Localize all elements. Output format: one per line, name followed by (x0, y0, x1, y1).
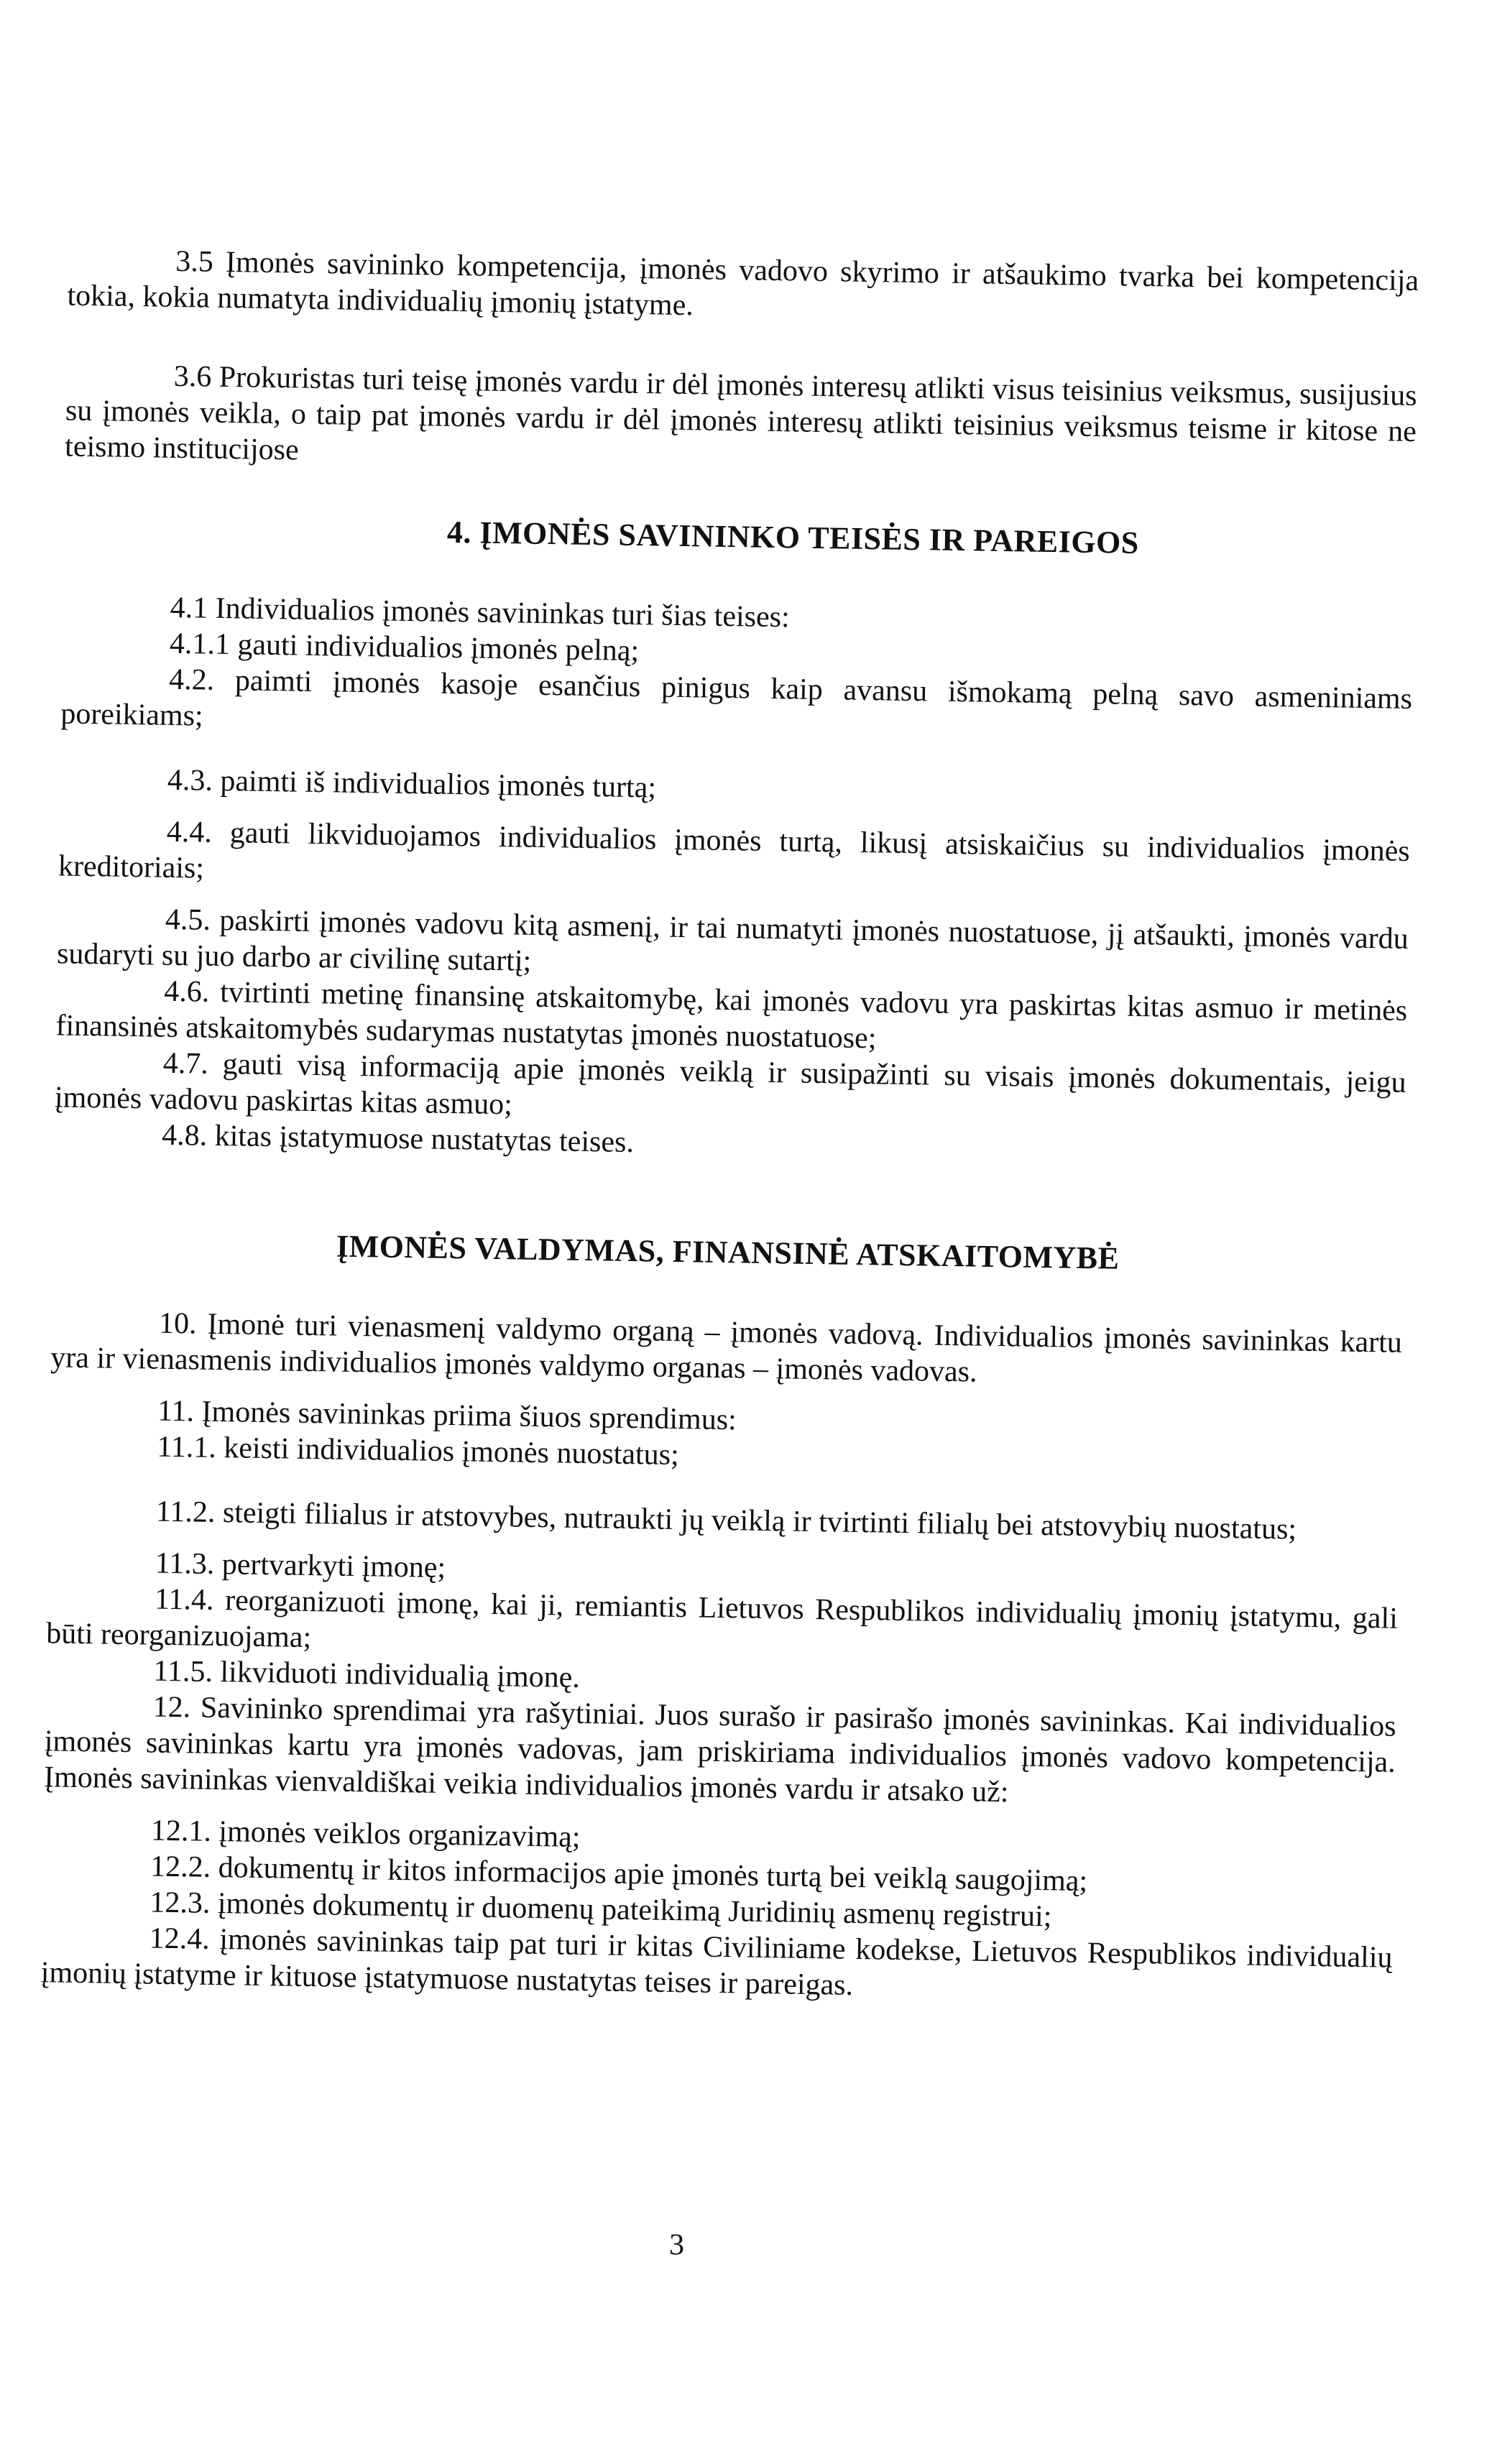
clause-text: gauti likviduojamos individualios įmonės turtą, likusį atsiskaičius su individualios įmonės kreditoriais; (57, 816, 1411, 885)
document-body (40, 242, 1419, 2012)
clause-text: keisti individualios įmonės nuostatus; (223, 1431, 680, 1472)
clause-text: likviduoti individualią įmonę. (220, 1656, 581, 1694)
clause-text: paimti įmonės kasoje esančius pinigus kaip avansu išmokamą pelną savo asmeniniams poreikiams; (60, 664, 1413, 733)
clause-text: Prokuristas turi teisę įmonės vardu ir dėl įmonės interesų atlikti visus teisinius veiksmus, susijusius su įmonės veikla, o taip pat įmonės vardu ir dėl įmonės interesų atlikti teisinius veiksmus teisme ir kitose ne teismo institucijose (64, 360, 1417, 467)
clause-text: gauti visą informaciją apie įmonės veiklą ir susipažinti su visais įmonės dokumentais, jeigu įmonės vadovu paskirtas kitas asmuo; (54, 1048, 1406, 1122)
clause-text: paimti iš individualios įmonės turtą; (220, 764, 657, 805)
clause-number: 3.5 (175, 244, 214, 279)
clause-number: 11.5. (153, 1654, 213, 1689)
clause-text: paskirti įmonės vadovu kitą asmenį, ir tai numatyti įmonės nuostatuose, jį atšaukti, įmonės vardu sudaryti su juo darbo ar civilinę sutartį; (56, 903, 1409, 978)
clause-number: 11.3. (155, 1546, 215, 1581)
clause-number: 4.5. (165, 903, 211, 937)
clause-text: Įmonės savininkas priima šiuos sprendimus: (201, 1395, 737, 1437)
clause-number: 12.3. (149, 1886, 211, 1920)
clause-text: gauti individualios įmonės pelną; (237, 628, 640, 668)
clause-text: kitas įstatymuose nustatytas teises. (214, 1119, 635, 1160)
clause-text: Individualios įmonės savininkas turi šias teises: (215, 591, 791, 635)
page-number: 3 (668, 2228, 685, 2262)
clause-text: tvirtinti metinę finansinę atskaitomybę, kai įmonės vadovu yra paskirtas kitas asmuo ir metinės finansinės atskaitomybės sudarymas nustatytas įmonės nuostatuose; (55, 975, 1408, 1056)
clause-number: 12.1. (150, 1814, 212, 1848)
clause-text: dokumentų ir kitos informacijos apie įmonės turtą bei veiklą saugojimą; (218, 1851, 1088, 1898)
clause-number: 11. (157, 1394, 195, 1429)
clause-number: 4.2. (168, 663, 215, 697)
clause-number: 4.1.1 (169, 627, 231, 662)
clause-number: 4.8. (161, 1118, 208, 1153)
clause-text: Įmonė turi vienasmenį valdymo organą – įmonės vadovą. Individualios įmonės savininkas kartu yra ir vienasmenis individualios įmonės valdymo organas – įmonės vadovas. (50, 1307, 1403, 1389)
section-heading-owner-rights: 4. ĮMONĖS SAVININKO TEISĖS IR PAREIGOS (446, 514, 1140, 560)
clause-number: 11.2. (155, 1495, 216, 1529)
clause-number: 4.7. (162, 1046, 209, 1081)
clause-number: 11.1. (157, 1430, 217, 1464)
clause-text: įmonės veiklos organizavimą; (218, 1815, 581, 1854)
clause-number: 11.4. (154, 1582, 214, 1617)
clause-text: Savininko sprendimai yra rašytiniai. Juos surašo ir pasirašo įmonės savininkas. Kai individualios įmonės savininkas kartu yra įmonės vadovas, jam priskiriama individualios įmonės vadovo kompetencija. Įmonės savininkas vienvaldiškai veikia individualios įmonės vardu ir atsako už: (43, 1691, 1396, 1809)
clause-number: 4.6. (163, 974, 210, 1009)
clause-number: 4.4. (166, 815, 213, 849)
section-heading-management: ĮMONĖS VALDYMAS, FINANSINĖ ATSKAITOMYBĖ (336, 1228, 1120, 1276)
clause-number: 12.2. (149, 1850, 211, 1884)
clause-12 (44, 1687, 1396, 1817)
clause-text: įmonės dokumentų ir duomenų pateikimą Juridinių asmenų registrui; (217, 1887, 1052, 1934)
clause-number: 10. (158, 1306, 197, 1341)
clause-text: reorganizuoti įmonę, kai ji, remiantis Lietuvos Respublikos individualių įmonių įstatymu, gali būti reorganizuojama; (45, 1584, 1399, 1655)
clause-number: 3.6 (173, 359, 212, 394)
clause-3-6 (65, 357, 1417, 486)
clause-text: pertvarkyti įmonę; (221, 1548, 446, 1585)
clause-number: 4.3. (167, 763, 213, 798)
clause-text: steigti filialus ir atstovybes, nutraukti jų veiklą ir tvirtinti filialų bei atstovybių nuostatus; (222, 1496, 1297, 1546)
clause-number: 12.4. (149, 1921, 211, 1956)
clause-text: įmonės savininkas taip pat turi ir kitas Civiliniame kodekse, Lietuvos Respublikos individualių įmonių įstatyme ir kituose įstatymuose nustatytas teises ir pareigas. (40, 1923, 1393, 2002)
clause-text: Įmonės savininko kompetencija, įmonės vadovo skyrimo ir atšaukimo tvarka bei kompetencija tokia, kokia numatyta individualių įmonių įstatyme. (67, 245, 1419, 323)
clause-number: 12. (152, 1690, 191, 1725)
clause-number: 4.1 (170, 591, 208, 625)
